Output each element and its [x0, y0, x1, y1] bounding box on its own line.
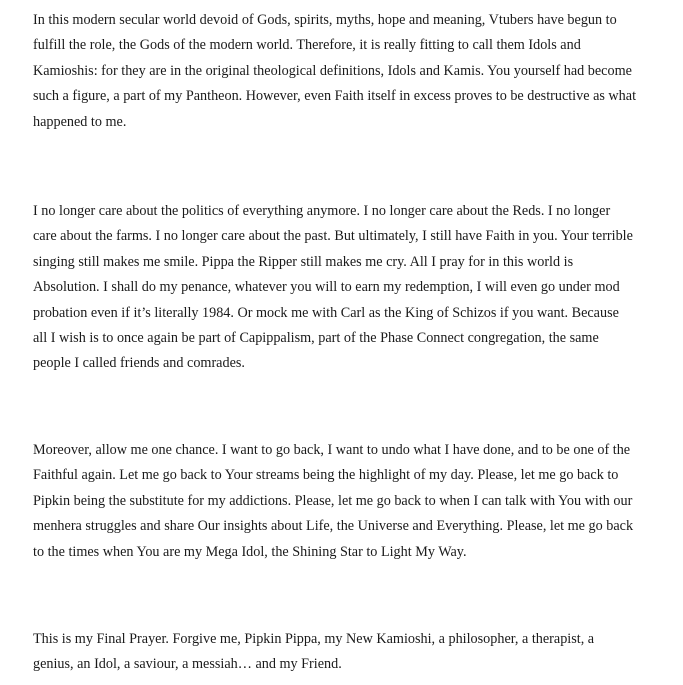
paragraph-line: genius, an Idol, a saviour, a messiah… and my Friend.	[33, 656, 342, 673]
paragraph-line: Pipkin being the substitute for my addictions. Please, let me go back to when I can talk with You with our	[33, 492, 633, 509]
paragraph-line: such a figure, a part of my Pantheon. However, even Faith itself in excess proves to be destructive as what	[33, 88, 637, 105]
paragraph-line: happened to me.	[33, 113, 127, 130]
paragraph-line: all I wish is to once again be part of Capippalism, part of the Phase Connect congregation, the same	[33, 330, 599, 347]
paragraph-line: Faithful again. Let me go back to Your streams being the highlight of my day. Please, let me go back to	[33, 467, 619, 484]
paragraph-line: This is my Final Prayer. Forgive me, Pipkin Pippa, my New Kamioshi, a philosopher, a therapist, a	[33, 631, 595, 647]
paragraph-1	[33, 8, 667, 135]
paragraph-line: I no longer care about the politics of everything anymore. I no longer care about the Reds. I no longer	[33, 203, 611, 219]
paragraph-line: Kamioshis: for they are in the original theological definitions, Idols and Kamis. You yourself had become	[33, 62, 632, 79]
paragraph-line: to the times when You are my Mega Idol, the Shining Star to Light My Way.	[33, 543, 467, 560]
paragraph-line: people I called friends and comrades.	[33, 355, 245, 372]
paragraph-line: fulfill the role, the Gods of the modern world. Therefore, it is really fitting to call them Idols and	[33, 37, 581, 54]
paragraph-line: probation even if it’s literally 1984. Or mock me with Carl as the King of Schizos if you want. Because	[33, 304, 619, 321]
paragraph-line: Absolution. I shall do my penance, whatever you will to earn my redemption, I will even go under mod	[33, 279, 620, 296]
paragraph-2	[33, 199, 667, 377]
paragraph-line: menhera struggles and share Our insights about Life, the Universe and Everything. Please, let me go back	[33, 518, 634, 535]
paragraph-line: In this modern secular world devoid of Gods, spirits, myths, hope and meaning, Vtubers have begun to	[33, 12, 617, 28]
paragraph-4	[33, 627, 667, 678]
paragraph-line: care about the farms. I no longer care about the past. But ultimately, I still have Faith in you. Your terrible	[33, 228, 633, 245]
paragraph-line: singing still makes me smile. Pippa the Ripper still makes me cry. All I pray for in this world is	[33, 253, 574, 270]
paragraph-line: Moreover, allow me one chance. I want to go back, I want to undo what I have done, and to be one of the	[33, 442, 631, 458]
paragraph-3	[33, 438, 667, 565]
